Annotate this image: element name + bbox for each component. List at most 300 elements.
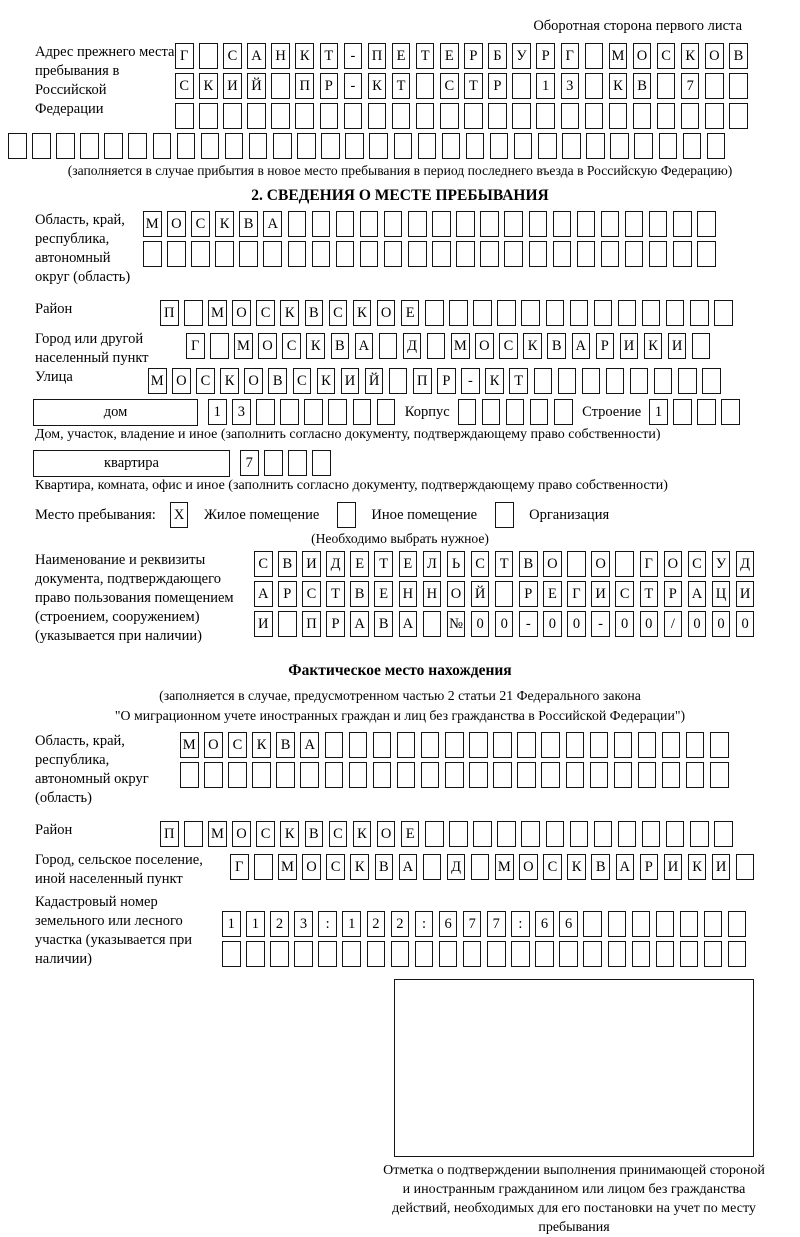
- char-box[interactable]: А: [350, 611, 369, 637]
- char-box[interactable]: Р: [640, 854, 659, 880]
- char-box[interactable]: Ц: [712, 581, 731, 607]
- char-box[interactable]: [673, 211, 692, 237]
- char-box[interactable]: И: [591, 581, 610, 607]
- al-gorod-line[interactable]: [230, 854, 760, 880]
- char-box[interactable]: О: [377, 300, 396, 326]
- oblast-line1[interactable]: [143, 211, 721, 237]
- char-box[interactable]: [80, 133, 99, 159]
- char-box[interactable]: Р: [519, 581, 538, 607]
- char-box[interactable]: [686, 762, 705, 788]
- char-box[interactable]: Е: [440, 43, 459, 69]
- checkbox-organization[interactable]: [495, 502, 519, 528]
- char-box[interactable]: [246, 941, 265, 967]
- char-box[interactable]: 6: [535, 911, 554, 937]
- char-box[interactable]: П: [295, 73, 314, 99]
- char-box[interactable]: [632, 941, 651, 967]
- char-box[interactable]: [649, 211, 668, 237]
- char-box[interactable]: [632, 911, 651, 937]
- char-box[interactable]: [497, 821, 516, 847]
- char-box[interactable]: 1: [536, 73, 555, 99]
- char-box[interactable]: [223, 103, 242, 129]
- char-box[interactable]: [529, 241, 548, 267]
- char-box[interactable]: [594, 300, 613, 326]
- char-box[interactable]: [614, 732, 633, 758]
- char-box[interactable]: [666, 300, 685, 326]
- char-box[interactable]: [247, 103, 266, 129]
- char-box[interactable]: Л: [423, 551, 442, 577]
- char-box[interactable]: 1: [246, 911, 265, 937]
- char-box[interactable]: [394, 133, 413, 159]
- char-box[interactable]: [493, 732, 512, 758]
- char-box[interactable]: Е: [392, 43, 411, 69]
- char-box[interactable]: 7: [240, 450, 259, 476]
- char-box[interactable]: [681, 103, 700, 129]
- char-box[interactable]: Е: [401, 300, 420, 326]
- char-box[interactable]: С: [499, 333, 518, 359]
- char-box[interactable]: [583, 941, 602, 967]
- char-box[interactable]: [368, 103, 387, 129]
- char-box[interactable]: [482, 399, 501, 425]
- char-box[interactable]: У: [512, 43, 531, 69]
- char-box[interactable]: А: [688, 581, 707, 607]
- char-box[interactable]: [418, 133, 437, 159]
- char-box[interactable]: К: [280, 300, 299, 326]
- char-box[interactable]: [594, 821, 613, 847]
- char-box[interactable]: Е: [401, 821, 420, 847]
- document-line3[interactable]: [254, 611, 760, 637]
- char-box[interactable]: [318, 941, 337, 967]
- char-box[interactable]: [673, 241, 692, 267]
- document-line2[interactable]: [254, 581, 760, 607]
- char-box[interactable]: А: [616, 854, 635, 880]
- char-box[interactable]: 6: [439, 911, 458, 937]
- char-box[interactable]: Г: [640, 551, 659, 577]
- char-box[interactable]: [367, 941, 386, 967]
- char-box[interactable]: [638, 762, 657, 788]
- char-box[interactable]: И: [668, 333, 687, 359]
- char-box[interactable]: X: [170, 502, 189, 528]
- char-box[interactable]: Р: [596, 333, 615, 359]
- char-box[interactable]: [421, 762, 440, 788]
- char-box[interactable]: К: [350, 854, 369, 880]
- char-box[interactable]: [427, 333, 446, 359]
- dom-type-field[interactable]: дом: [33, 399, 198, 426]
- char-box[interactable]: [585, 43, 604, 69]
- char-box[interactable]: 1: [649, 399, 668, 425]
- char-box[interactable]: И: [664, 854, 683, 880]
- char-box[interactable]: [456, 211, 475, 237]
- char-box[interactable]: [312, 241, 331, 267]
- char-box[interactable]: С: [256, 821, 275, 847]
- char-box[interactable]: [425, 821, 444, 847]
- char-box[interactable]: [312, 450, 331, 476]
- char-box[interactable]: С: [615, 581, 634, 607]
- char-box[interactable]: [421, 732, 440, 758]
- char-box[interactable]: [325, 762, 344, 788]
- char-box[interactable]: Д: [326, 551, 345, 577]
- char-box[interactable]: П: [160, 300, 179, 326]
- char-box[interactable]: [252, 762, 271, 788]
- char-box[interactable]: [480, 241, 499, 267]
- char-box[interactable]: [566, 732, 585, 758]
- char-box[interactable]: [585, 103, 604, 129]
- char-box[interactable]: С: [254, 551, 273, 577]
- char-box[interactable]: [239, 241, 258, 267]
- char-box[interactable]: [480, 211, 499, 237]
- char-box[interactable]: [692, 333, 711, 359]
- char-box[interactable]: [297, 133, 316, 159]
- char-box[interactable]: [328, 399, 347, 425]
- char-box[interactable]: О: [519, 854, 538, 880]
- char-box[interactable]: [517, 732, 536, 758]
- char-box[interactable]: В: [729, 43, 748, 69]
- char-box[interactable]: [360, 211, 379, 237]
- char-box[interactable]: 7: [463, 911, 482, 937]
- char-box[interactable]: Д: [447, 854, 466, 880]
- char-box[interactable]: Р: [437, 368, 456, 394]
- char-box[interactable]: К: [317, 368, 336, 394]
- char-box[interactable]: [204, 762, 223, 788]
- char-box[interactable]: [590, 732, 609, 758]
- char-box[interactable]: Т: [374, 551, 393, 577]
- char-box[interactable]: [541, 762, 560, 788]
- char-box[interactable]: К: [295, 43, 314, 69]
- char-box[interactable]: [325, 732, 344, 758]
- char-box[interactable]: Н: [271, 43, 290, 69]
- char-box[interactable]: Е: [399, 551, 418, 577]
- char-box[interactable]: [707, 133, 726, 159]
- char-box[interactable]: Е: [350, 551, 369, 577]
- char-box[interactable]: [690, 821, 709, 847]
- char-box[interactable]: [618, 821, 637, 847]
- char-box[interactable]: -: [519, 611, 538, 637]
- char-box[interactable]: [590, 762, 609, 788]
- char-box[interactable]: [373, 732, 392, 758]
- char-box[interactable]: В: [276, 732, 295, 758]
- char-box[interactable]: 1: [222, 911, 241, 937]
- char-box[interactable]: [697, 399, 716, 425]
- char-box[interactable]: [521, 821, 540, 847]
- char-box[interactable]: Г: [561, 43, 580, 69]
- char-box[interactable]: [546, 300, 565, 326]
- gorod-line[interactable]: [186, 333, 716, 359]
- char-box[interactable]: [642, 821, 661, 847]
- char-box[interactable]: [721, 399, 740, 425]
- char-box[interactable]: 7: [681, 73, 700, 99]
- char-box[interactable]: [471, 854, 490, 880]
- char-box[interactable]: [680, 941, 699, 967]
- checkbox-other-premises[interactable]: [337, 502, 361, 528]
- char-box[interactable]: [697, 241, 716, 267]
- char-box[interactable]: [222, 941, 241, 967]
- char-box[interactable]: [312, 211, 331, 237]
- char-box[interactable]: 0: [543, 611, 562, 637]
- char-box[interactable]: [32, 133, 51, 159]
- char-box[interactable]: [271, 73, 290, 99]
- char-box[interactable]: [608, 941, 627, 967]
- char-box[interactable]: [586, 133, 605, 159]
- char-box[interactable]: Ь: [447, 551, 466, 577]
- char-box[interactable]: П: [368, 43, 387, 69]
- char-box[interactable]: 3: [232, 399, 251, 425]
- char-box[interactable]: 2: [367, 911, 386, 937]
- char-box[interactable]: [384, 241, 403, 267]
- char-box[interactable]: [416, 103, 435, 129]
- char-box[interactable]: [608, 911, 627, 937]
- char-box[interactable]: И: [736, 581, 755, 607]
- char-box[interactable]: [294, 941, 313, 967]
- char-box[interactable]: [702, 368, 721, 394]
- char-box[interactable]: С: [191, 211, 210, 237]
- char-box[interactable]: [215, 241, 234, 267]
- checkbox-residential[interactable]: [170, 502, 194, 528]
- char-box[interactable]: С: [302, 581, 321, 607]
- char-box[interactable]: [614, 762, 633, 788]
- char-box[interactable]: [201, 133, 220, 159]
- char-box[interactable]: [349, 762, 368, 788]
- char-box[interactable]: О: [705, 43, 724, 69]
- char-box[interactable]: 0: [471, 611, 490, 637]
- char-box[interactable]: Г: [567, 581, 586, 607]
- char-box[interactable]: М: [180, 732, 199, 758]
- char-box[interactable]: [633, 103, 652, 129]
- char-box[interactable]: П: [413, 368, 432, 394]
- char-box[interactable]: В: [547, 333, 566, 359]
- char-box[interactable]: [425, 300, 444, 326]
- char-box[interactable]: [408, 211, 427, 237]
- char-box[interactable]: [615, 551, 634, 577]
- kvartira-type-field[interactable]: квартира: [33, 450, 230, 477]
- char-box[interactable]: К: [220, 368, 239, 394]
- char-box[interactable]: [415, 941, 434, 967]
- char-box[interactable]: К: [215, 211, 234, 237]
- char-box[interactable]: С: [440, 73, 459, 99]
- char-box[interactable]: [445, 732, 464, 758]
- char-box[interactable]: [649, 241, 668, 267]
- char-box[interactable]: Й: [471, 581, 490, 607]
- char-box[interactable]: [704, 941, 723, 967]
- char-box[interactable]: В: [268, 368, 287, 394]
- char-box[interactable]: [553, 211, 572, 237]
- char-box[interactable]: Р: [278, 581, 297, 607]
- char-box[interactable]: 2: [391, 911, 410, 937]
- char-box[interactable]: С: [657, 43, 676, 69]
- char-box[interactable]: О: [591, 551, 610, 577]
- char-box[interactable]: О: [633, 43, 652, 69]
- char-box[interactable]: [683, 133, 702, 159]
- char-box[interactable]: К: [681, 43, 700, 69]
- char-box[interactable]: [686, 732, 705, 758]
- char-box[interactable]: С: [228, 732, 247, 758]
- char-box[interactable]: [662, 732, 681, 758]
- char-box[interactable]: [264, 450, 283, 476]
- char-box[interactable]: [458, 399, 477, 425]
- char-box[interactable]: [570, 300, 589, 326]
- char-box[interactable]: О: [204, 732, 223, 758]
- char-box[interactable]: И: [223, 73, 242, 99]
- char-box[interactable]: 2: [270, 911, 289, 937]
- char-box[interactable]: И: [620, 333, 639, 359]
- char-box[interactable]: М: [278, 854, 297, 880]
- char-box[interactable]: [690, 300, 709, 326]
- char-box[interactable]: [673, 399, 692, 425]
- char-box[interactable]: О: [232, 821, 251, 847]
- char-box[interactable]: [554, 399, 573, 425]
- char-box[interactable]: Г: [186, 333, 205, 359]
- char-box[interactable]: М: [148, 368, 167, 394]
- char-box[interactable]: О: [258, 333, 277, 359]
- char-box[interactable]: Т: [464, 73, 483, 99]
- char-box[interactable]: [553, 241, 572, 267]
- char-box[interactable]: [199, 103, 218, 129]
- char-box[interactable]: [153, 133, 172, 159]
- char-box[interactable]: С: [329, 300, 348, 326]
- dom-number-boxes[interactable]: [208, 399, 401, 425]
- stroenie-boxes[interactable]: [649, 399, 745, 425]
- al-raion-line[interactable]: [160, 821, 738, 847]
- char-box[interactable]: В: [350, 581, 369, 607]
- char-box[interactable]: [495, 581, 514, 607]
- char-box[interactable]: [656, 911, 675, 937]
- char-box[interactable]: П: [160, 821, 179, 847]
- kvartira-number-boxes[interactable]: [240, 450, 336, 476]
- char-box[interactable]: [511, 941, 530, 967]
- char-box[interactable]: К: [353, 300, 372, 326]
- char-box[interactable]: [263, 241, 282, 267]
- char-box[interactable]: [445, 762, 464, 788]
- char-box[interactable]: В: [305, 821, 324, 847]
- char-box[interactable]: [487, 941, 506, 967]
- char-box[interactable]: [566, 762, 585, 788]
- char-box[interactable]: [638, 732, 657, 758]
- char-box[interactable]: [184, 300, 203, 326]
- char-box[interactable]: О: [172, 368, 191, 394]
- char-box[interactable]: [432, 211, 451, 237]
- char-box[interactable]: 0: [736, 611, 755, 637]
- char-box[interactable]: И: [341, 368, 360, 394]
- char-box[interactable]: :: [318, 911, 337, 937]
- char-box[interactable]: 3: [294, 911, 313, 937]
- char-box[interactable]: [345, 133, 364, 159]
- char-box[interactable]: [654, 368, 673, 394]
- char-box[interactable]: М: [208, 300, 227, 326]
- char-box[interactable]: [360, 241, 379, 267]
- char-box[interactable]: [466, 133, 485, 159]
- char-box[interactable]: 0: [640, 611, 659, 637]
- char-box[interactable]: А: [572, 333, 591, 359]
- char-box[interactable]: [439, 941, 458, 967]
- char-box[interactable]: [497, 300, 516, 326]
- char-box[interactable]: С: [256, 300, 275, 326]
- char-box[interactable]: [610, 133, 629, 159]
- char-box[interactable]: [336, 241, 355, 267]
- char-box[interactable]: [559, 941, 578, 967]
- char-box[interactable]: [728, 941, 747, 967]
- char-box[interactable]: О: [302, 854, 321, 880]
- char-box[interactable]: [273, 133, 292, 159]
- char-box[interactable]: В: [591, 854, 610, 880]
- char-box[interactable]: [177, 133, 196, 159]
- char-box[interactable]: [541, 732, 560, 758]
- char-box[interactable]: [657, 103, 676, 129]
- char-box[interactable]: [625, 241, 644, 267]
- prev-address-line2[interactable]: [175, 73, 753, 99]
- char-box[interactable]: С: [282, 333, 301, 359]
- char-box[interactable]: В: [305, 300, 324, 326]
- char-box[interactable]: [529, 211, 548, 237]
- char-box[interactable]: [512, 73, 531, 99]
- char-box[interactable]: /: [664, 611, 683, 637]
- char-box[interactable]: [320, 103, 339, 129]
- char-box[interactable]: В: [331, 333, 350, 359]
- char-box[interactable]: [463, 941, 482, 967]
- char-box[interactable]: Р: [464, 43, 483, 69]
- char-box[interactable]: Д: [403, 333, 422, 359]
- char-box[interactable]: [408, 241, 427, 267]
- char-box[interactable]: [662, 762, 681, 788]
- char-box[interactable]: Н: [399, 581, 418, 607]
- char-box[interactable]: [288, 450, 307, 476]
- char-box[interactable]: :: [511, 911, 530, 937]
- char-box[interactable]: [432, 241, 451, 267]
- char-box[interactable]: [469, 732, 488, 758]
- char-box[interactable]: [423, 854, 442, 880]
- char-box[interactable]: 0: [567, 611, 586, 637]
- char-box[interactable]: К: [644, 333, 663, 359]
- char-box[interactable]: С: [196, 368, 215, 394]
- char-box[interactable]: [56, 133, 75, 159]
- char-box[interactable]: [128, 133, 147, 159]
- char-box[interactable]: [256, 399, 275, 425]
- char-box[interactable]: [704, 911, 723, 937]
- char-box[interactable]: [199, 43, 218, 69]
- char-box[interactable]: [567, 551, 586, 577]
- char-box[interactable]: [449, 300, 468, 326]
- char-box[interactable]: [634, 133, 653, 159]
- char-box[interactable]: [678, 368, 697, 394]
- char-box[interactable]: Р: [326, 611, 345, 637]
- char-box[interactable]: Н: [423, 581, 442, 607]
- char-box[interactable]: [657, 73, 676, 99]
- char-box[interactable]: [570, 821, 589, 847]
- char-box[interactable]: [577, 241, 596, 267]
- char-box[interactable]: №: [447, 611, 466, 637]
- char-box[interactable]: [349, 732, 368, 758]
- char-box[interactable]: -: [461, 368, 480, 394]
- char-box[interactable]: [391, 941, 410, 967]
- prev-address-line1[interactable]: [175, 43, 753, 69]
- char-box[interactable]: К: [523, 333, 542, 359]
- char-box[interactable]: А: [399, 611, 418, 637]
- char-box[interactable]: М: [495, 854, 514, 880]
- char-box[interactable]: И: [302, 551, 321, 577]
- char-box[interactable]: [630, 368, 649, 394]
- kadastr-line2[interactable]: [222, 941, 752, 967]
- char-box[interactable]: Р: [320, 73, 339, 99]
- char-box[interactable]: [534, 368, 553, 394]
- char-box[interactable]: О: [167, 211, 186, 237]
- char-box[interactable]: [337, 502, 356, 528]
- ulitsa-line[interactable]: [148, 368, 726, 394]
- char-box[interactable]: О: [664, 551, 683, 577]
- char-box[interactable]: С: [326, 854, 345, 880]
- char-box[interactable]: [680, 911, 699, 937]
- char-box[interactable]: [464, 103, 483, 129]
- char-box[interactable]: [562, 133, 581, 159]
- char-box[interactable]: О: [475, 333, 494, 359]
- char-box[interactable]: Д: [736, 551, 755, 577]
- char-box[interactable]: [642, 300, 661, 326]
